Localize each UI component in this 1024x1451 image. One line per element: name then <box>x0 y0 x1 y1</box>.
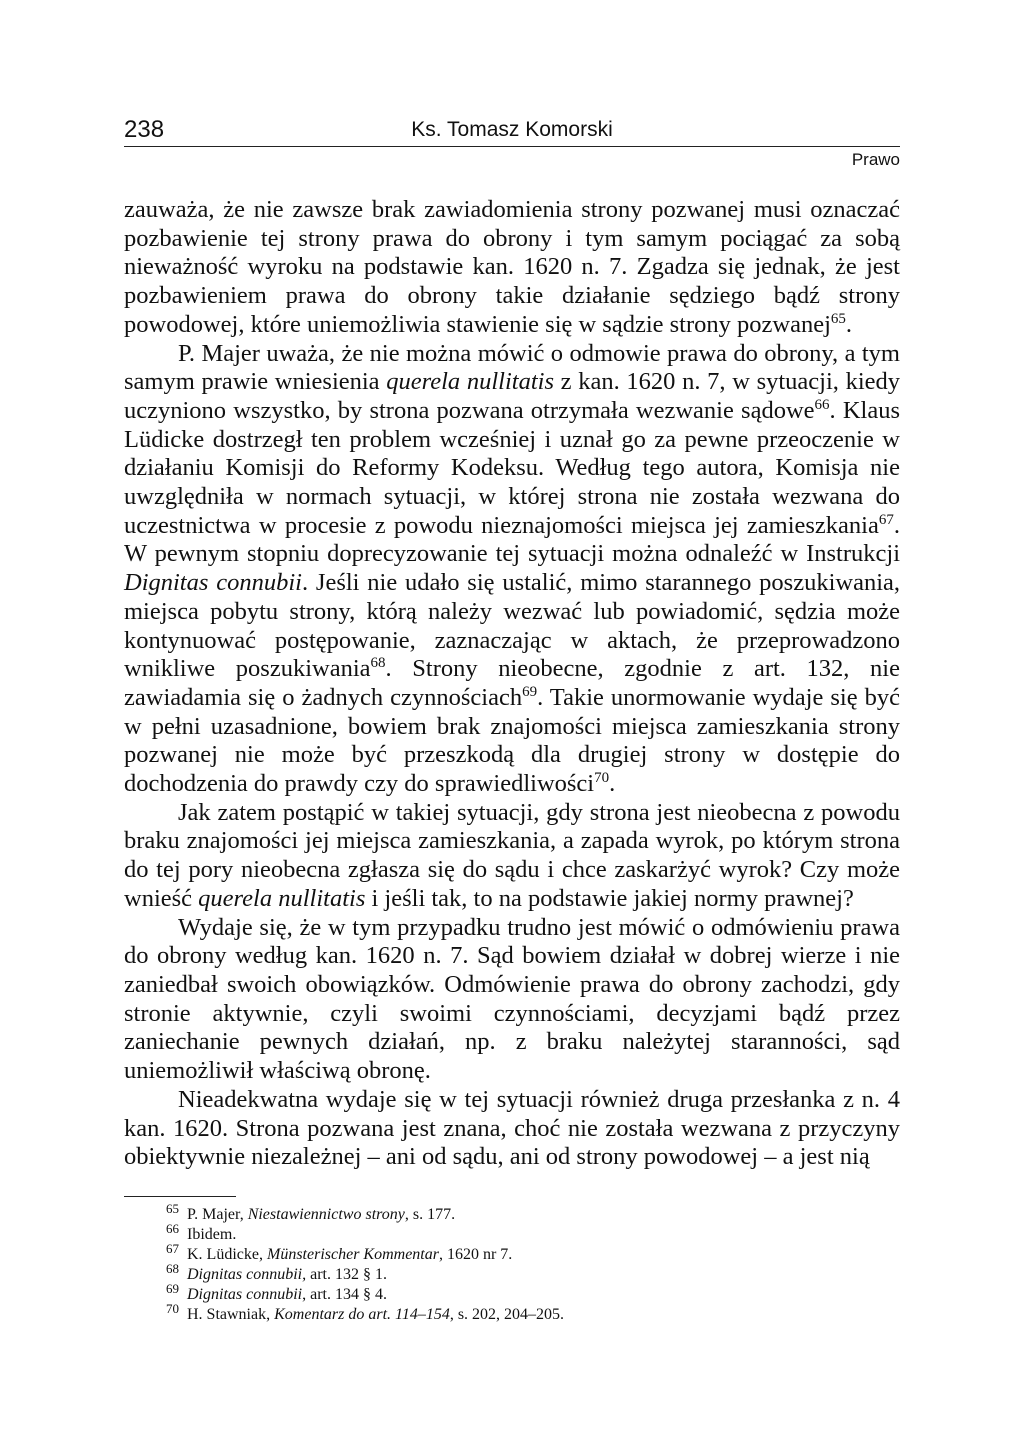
footnote-text: , s. 177. <box>404 1206 456 1223</box>
footnote-text: H. Stawniak, <box>187 1306 275 1323</box>
text-run: . Jeśli nie udało się ustalić, mimo starannego poszukiwania, miejsca pobytu strony, którą należy wezwać lub powiadomić, sędzia może kontynuować postępowanie, zaznaczając w aktach, że przeprowadzono wnikliwe poszukiwania <box>124 569 900 683</box>
footnote-item <box>166 1241 900 1265</box>
footnote-item <box>166 1301 900 1325</box>
footnote-number: 68 <box>166 1261 179 1276</box>
text-run: . <box>845 310 853 338</box>
footnote-text: art. 132 § 1. <box>306 1266 387 1283</box>
text-run: . W pewnym stopniu doprecyzowanie tej sytuacji można odnaleźć w Instrukcji <box>124 511 900 568</box>
footnote-item <box>166 1221 900 1245</box>
text-run: zauważa, że nie zawsze brak zawiadomienia strony pozwanej musi oznaczać pozbawienie tej strony prawa do obrony i tym samym pociągać za sobą nieważność wyroku na podstawie kan. 1620 n. 7. Zgadza się jednak, że jest pozbawieniem prawa do obrony takie działanie sędziego bądź strony powodowej, które uniemożliwia stawienie się w sądzie strony pozwanej <box>124 196 900 338</box>
page-number: 238 <box>124 116 165 143</box>
footnote-ref[interactable]: 66 <box>814 396 830 413</box>
footnote-item <box>166 1261 900 1285</box>
body-text <box>124 196 900 1172</box>
footnote-title: Münsterischer Kommentar <box>266 1246 439 1263</box>
footnote-number: 70 <box>166 1301 179 1316</box>
footnote-text: P. Majer, <box>187 1206 248 1223</box>
footnote-title: Komentarz do art. 114–154 <box>274 1306 450 1323</box>
footnote-ref[interactable]: 69 <box>522 683 538 700</box>
text-run: . Klaus Lüdicke dostrzegł ten problem wcześniej i uznał go za pewne przeoczenie w działaniu Komisji do Reformy Kodeksu. Według tego autora, Komisja nie uwzględniła w normach sytuacji, w której strona nie została wezwana do uczestnictwa w procesie z powodu nieznajomości miejsca jej zamieszkania <box>124 396 900 539</box>
footnote-item <box>166 1201 900 1225</box>
footnote-number: 65 <box>166 1201 179 1216</box>
running-header <box>124 112 900 147</box>
text-run: Jak zatem postąpić w takiej sytuacji, gdy strona jest nieobecna z powodu braku znajomości jej miejsca zamieszkania, a zapada wyrok, po którym strona do tej pory nieobecna zgłasza się do sądu i chce zaskarżyć wyrok? Czy może wnieść <box>124 798 900 912</box>
footnote-number: 67 <box>166 1241 179 1256</box>
paragraph-2 <box>124 340 900 799</box>
text-run: . Strony nieobecne, zgodnie z art. 132, nie zawiadamia się o żadnych czynnościach <box>124 655 900 711</box>
italic-term: querela nullitatis <box>198 884 366 912</box>
text-run: P. Majer uważa, że nie można mówić o odmowie prawa do obrony, a tym samym prawie wniesienia <box>124 339 900 396</box>
footnote-number: 66 <box>166 1221 179 1236</box>
footnote-text: , s. 202, 204–205. <box>449 1306 565 1323</box>
paragraph-1 <box>124 196 900 340</box>
running-author: Ks. Tomasz Komorski <box>411 118 613 141</box>
text-run: . Takie unormowanie wydaje się być w pełni uzasadnione, bowiem brak znajomości miejsca zamieszkania strony pozwanej nie może być przeszkodą dla drugiej strony w dostępie do dochodzenia do prawdy czy do sprawiedliwości <box>124 683 900 798</box>
text-run: i jeśli tak, to na podstawie jakiej normy prawnej? <box>365 884 854 912</box>
footnote-text: , 1620 nr 7. <box>438 1246 513 1263</box>
footnote-text: Ibidem. <box>187 1226 237 1243</box>
footnote-title: Dignitas connubii, <box>187 1266 307 1283</box>
footnote-ref[interactable]: 65 <box>830 310 846 327</box>
footnote-ref[interactable]: 67 <box>878 511 894 528</box>
paragraph-3 <box>124 799 900 914</box>
section-label: Prawo <box>851 150 900 169</box>
footnote-text: K. Lüdicke, <box>187 1246 267 1263</box>
footnote-title: Dignitas connubii <box>187 1286 303 1303</box>
footnotes <box>166 1201 900 1325</box>
paragraph-5: Nieadekwatna wydaje się w tej sytuacji również druga przesłanka z n. 4 kan. 1620. Strona pozwana jest znana, choć nie została wezwana z przyczyny obiektywnie niezależnej – ani od sądu, ani od strony powodowej – a jest nią <box>124 1085 900 1171</box>
footnote-number: 69 <box>166 1281 179 1296</box>
text-run: z kan. 1620 n. 7, w sytuacji, kiedy uczyniono wszystko, by strona pozwana otrzymała wezwanie sądowe <box>124 368 901 424</box>
footnote-text: , art. 134 § 4. <box>302 1286 387 1303</box>
footnote-item <box>166 1281 900 1305</box>
footnote-ref[interactable]: 68 <box>370 655 386 672</box>
italic-term: Dignitas connubii <box>124 569 302 597</box>
paragraph-4: Wydaje się, że w tym przypadku trudno jest mówić o odmówieniu prawa do obrony według kan. 1620 n. 7. Sąd bowiem działał w dobrej wierze i nie zaniedbał swoich obowiązków. Odmówienie prawa do obrony zachodzi, gdy stronie aktywnie, czyli swoimi czynnościami, decyzjami bądź przez zaniechanie pewnych działań, np. z braku należytej staranności, sąd uniemożliwił właściwą obronę. <box>124 913 900 1085</box>
footnote-separator <box>124 1196 236 1197</box>
footnote-ref[interactable]: 70 <box>594 770 610 787</box>
text-run: . <box>609 770 616 798</box>
italic-term: querela nullitatis <box>386 368 554 396</box>
footnote-title: Niestawiennictwo strony <box>247 1206 405 1223</box>
